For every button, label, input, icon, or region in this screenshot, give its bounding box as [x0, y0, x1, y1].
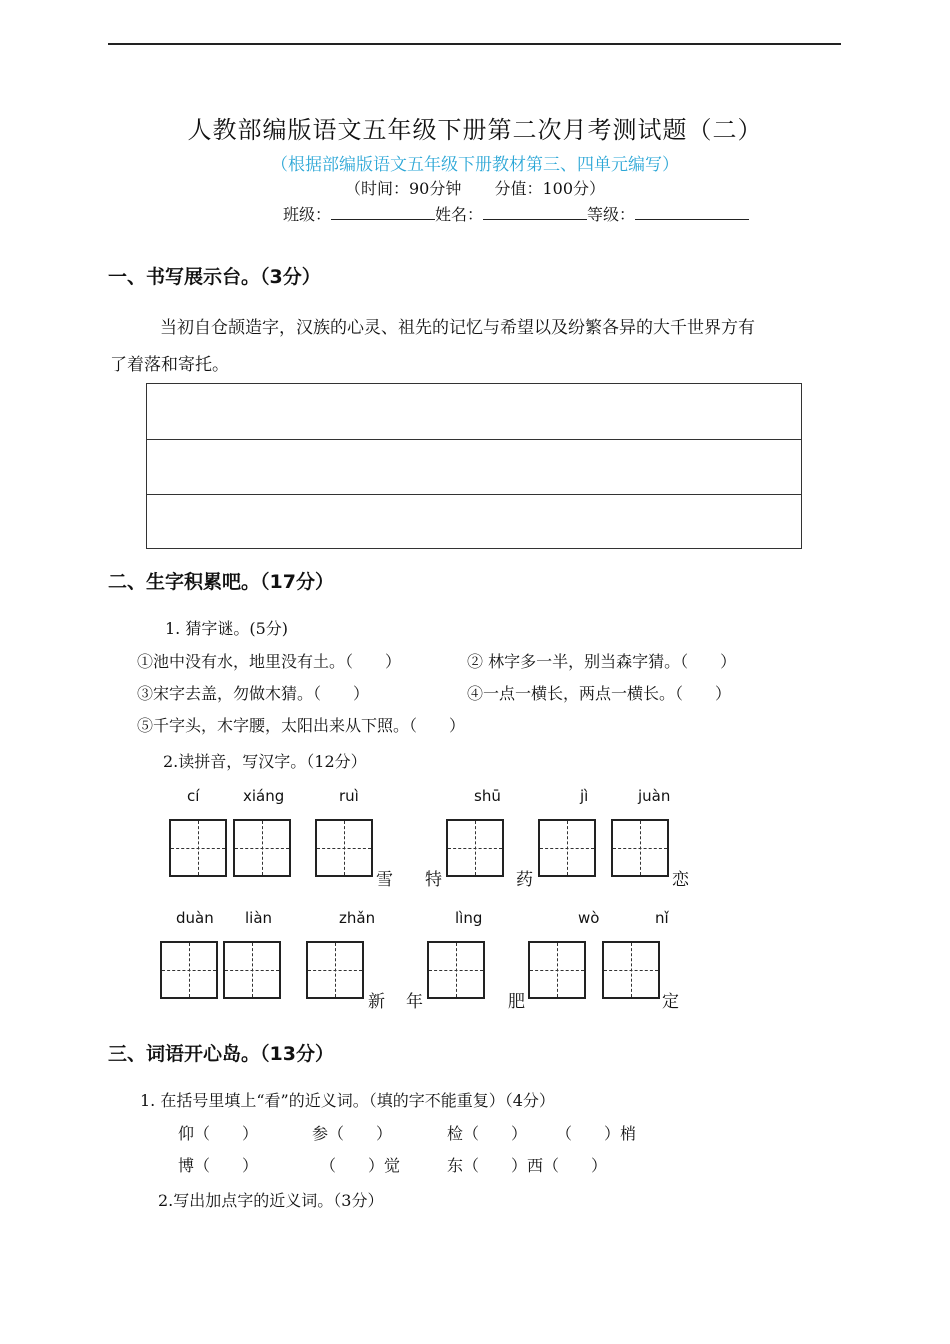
- blank-item: 仰（ ）: [178, 1124, 259, 1143]
- page-title: 人教部编版语文五年级下册第二次月考测试题（二）: [187, 116, 763, 144]
- blank-item: 东（ ）西（ ）: [447, 1156, 608, 1175]
- character-grid[interactable]: [233, 819, 291, 877]
- pinyin-label: juàn: [638, 787, 671, 805]
- writing-line: [147, 439, 801, 440]
- writing-area[interactable]: [146, 383, 802, 549]
- pinyin-label: zhǎn: [339, 909, 376, 927]
- riddle-4: ④一点一横长，两点一横长。（ ）: [467, 684, 732, 703]
- pinyin-label: lìng: [455, 909, 483, 927]
- section2-heading: 二、生字积累吧。（17分）: [108, 571, 334, 593]
- word-prefix: 肥: [508, 992, 525, 1012]
- near-synonym-question: 2.写出加点字的近义词。（3分）: [158, 1191, 384, 1210]
- grade-field[interactable]: [635, 205, 749, 220]
- character-grid[interactable]: [611, 819, 669, 877]
- section3-heading: 三、词语开心岛。（13分）: [108, 1043, 334, 1065]
- class-label: 班级：: [283, 205, 332, 224]
- character-grid[interactable]: [602, 941, 660, 999]
- exam-time: （时间：90分钟: [344, 179, 462, 198]
- riddle-5: ⑤千字头，木字腰，太阳出来从下照。（ ）: [137, 716, 466, 735]
- word-suffix: 恋: [672, 870, 689, 890]
- word-suffix: 定: [662, 992, 679, 1012]
- exam-score: 分值：100分）: [494, 179, 605, 198]
- writing-line: [147, 494, 801, 495]
- character-grid[interactable]: [223, 941, 281, 999]
- riddle-3: ③宋字去盖，勿做木猜。（ ）: [137, 684, 370, 703]
- name-field[interactable]: [483, 205, 587, 220]
- character-grid[interactable]: [538, 819, 596, 877]
- top-rule: [108, 43, 841, 45]
- character-grid[interactable]: [446, 819, 504, 877]
- pinyin-label: ruì: [339, 787, 359, 805]
- word-prefix: 特: [425, 870, 442, 890]
- pinyin-label: cí: [187, 787, 200, 805]
- pinyin-label: jì: [580, 787, 589, 805]
- riddle-question: 1. 猜字谜。(5分): [165, 619, 289, 638]
- pinyin-label: xiáng: [243, 787, 285, 805]
- word-prefix: 药: [516, 870, 533, 890]
- pinyin-label: liàn: [245, 909, 273, 927]
- name-label: 姓名：: [435, 205, 484, 224]
- riddle-1: ①池中没有水，地里没有土。（ ）: [137, 652, 402, 671]
- character-grid[interactable]: [306, 941, 364, 999]
- pinyin-label: shū: [474, 787, 501, 805]
- pinyin-label: nǐ: [655, 909, 669, 927]
- blank-item: （ ）梢: [556, 1124, 637, 1143]
- synonym-question: 1. 在括号里填上“看”的近义词。（填的字不能重复）（4分）: [140, 1091, 555, 1110]
- section1-line1: 当初自仓颉造字，汉族的心灵、祖先的记忆与希望以及纷繁各异的大千世界方有: [160, 318, 755, 338]
- blank-item: 参（ ）: [312, 1124, 393, 1143]
- exam-meta: [0, 176, 950, 199]
- character-grid[interactable]: [427, 941, 485, 999]
- page-subtitle: （根据部编版语文五年级下册教材第三、四单元编写）: [271, 155, 679, 175]
- character-grid[interactable]: [160, 941, 218, 999]
- pinyin-label: wò: [578, 909, 600, 927]
- pinyin-label: duàn: [176, 909, 214, 927]
- riddle-2: ② 林字多一半，别当森字猜。（ ）: [467, 652, 737, 671]
- word-suffix: 雪: [376, 870, 393, 890]
- blank-item: 检（ ）: [447, 1124, 528, 1143]
- character-grid[interactable]: [315, 819, 373, 877]
- word-suffix: 新: [368, 992, 385, 1012]
- student-info: [283, 202, 749, 225]
- class-field[interactable]: [331, 205, 435, 220]
- section1-heading: 一、书写展示台。（3分）: [108, 266, 321, 288]
- section1-line2: 了着落和寄托。: [110, 355, 229, 375]
- grade-label: 等级：: [587, 205, 636, 224]
- word-prefix: 年: [406, 992, 423, 1012]
- pinyin-question: 2.读拼音，写汉字。（12分）: [163, 752, 367, 771]
- character-grid[interactable]: [528, 941, 586, 999]
- blank-item: （ ）觉: [320, 1156, 401, 1175]
- blank-item: 博（ ）: [178, 1156, 259, 1175]
- character-grid[interactable]: [169, 819, 227, 877]
